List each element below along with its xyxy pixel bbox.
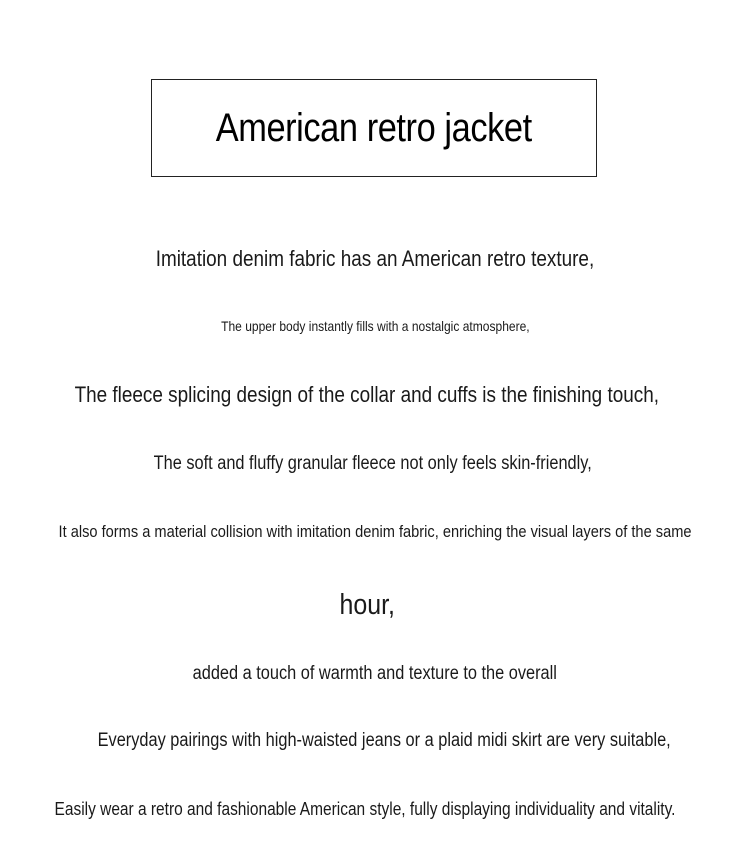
description-line-1 <box>0 246 750 272</box>
description-line-6 <box>0 589 742 622</box>
description-text-7: added a touch of warmth and texture to the overall <box>192 663 558 684</box>
description-line-2 <box>0 318 750 334</box>
description-text-5: It also forms a material collision with imitation denim fabric, enriching the visual layers of the same <box>58 522 692 541</box>
title-box <box>151 79 597 177</box>
page-title: American retro jacket <box>216 105 532 150</box>
description-line-4 <box>0 453 748 475</box>
description-text-9: Easily wear a retro and fashionable American style, fully displaying individuality and vitality. <box>54 799 676 819</box>
description-line-8 <box>9 730 750 752</box>
description-line-3 <box>0 382 742 408</box>
description-line-9 <box>0 799 740 820</box>
description-line-7 <box>0 663 750 685</box>
description-text-6: hour, <box>339 589 395 621</box>
description-text-3: The fleece splicing design of the collar and cuffs is the finishing touch, <box>74 382 660 407</box>
description-line-5 <box>0 522 750 542</box>
description-text-8: Everyday pairings with high-waisted jeans or a plaid midi skirt are very suitable, <box>97 730 671 751</box>
description-text-4: The soft and fluffy granular fleece not only feels skin-friendly, <box>153 453 593 474</box>
description-text-2: The upper body instantly fills with a nostalgic atmosphere, <box>220 318 530 334</box>
description-text-1: Imitation denim fabric has an American retro texture, <box>155 246 595 271</box>
